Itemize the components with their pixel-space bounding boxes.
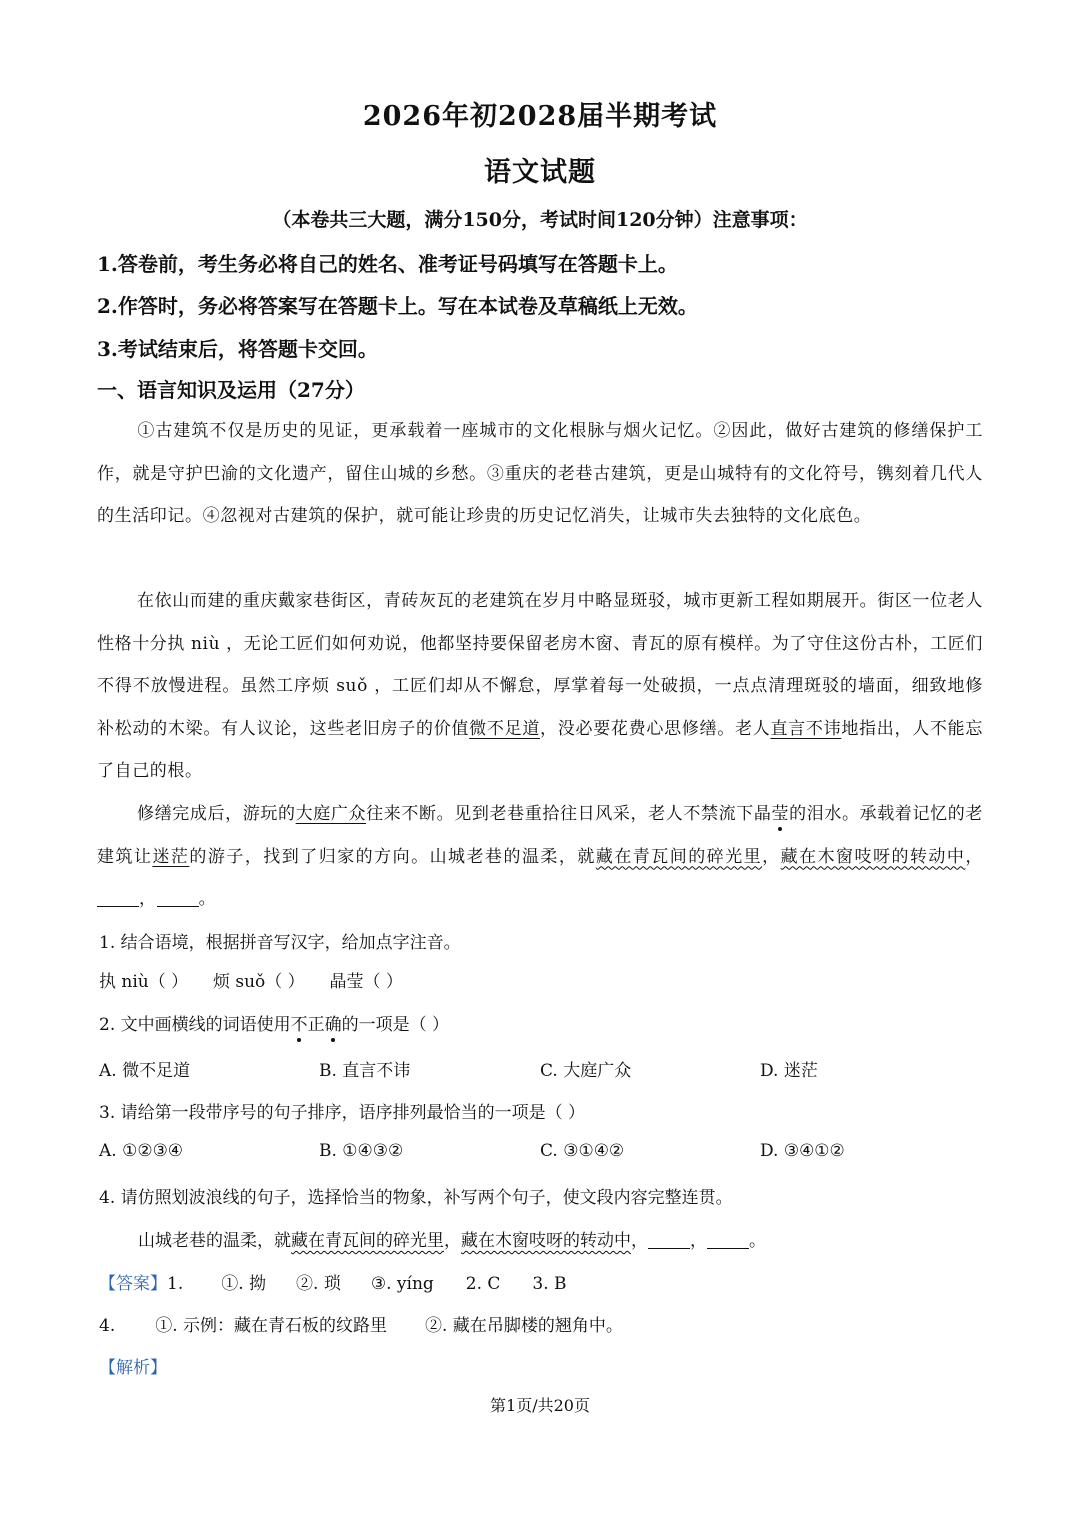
passage-text: 。	[198, 889, 217, 909]
underlined-word: 迷茫	[152, 846, 190, 867]
exam-title: 2026年初2028届半期考试	[362, 101, 718, 132]
section-title: 一、语言知识及运用（27分）	[97, 378, 365, 402]
passage-text: 修缮完成后，游玩的	[137, 804, 296, 824]
q2-option-a: A. 微不足道	[99, 1061, 191, 1081]
question-text: ，	[690, 1231, 707, 1251]
passage-text: 在依山而建的重庆戴家巷街区，青砖灰瓦的老建筑在岁月中略显斑驳，城市更新工程如期展开。街区一位老人性格十分执 niù ，无论工匠们如何劝说，他都坚持要保留老房木窗、青瓦的原有模样。为了守住这份古朴，工匠们不得不放慢进程。虽然工序烦 suǒ ，工匠们却从不懈怠，厚掌着每一处破损，一点点清理斑驳的墙面，细致地修补松动的木梁。有人议论，这些老旧房子的价值	[97, 591, 983, 739]
passage-text: 的游子，找到了归家的方向。山城老巷的温柔，就	[189, 846, 596, 867]
subject-title: 语文试题	[484, 157, 596, 188]
answer-item: 1.	[167, 1274, 184, 1294]
question-text: ，	[631, 1231, 648, 1251]
question-text: 山城老巷的温柔，就	[138, 1231, 291, 1251]
passage-text: ，	[965, 846, 983, 867]
answer-item: ②. 藏在吊脚楼的翘角中。	[425, 1316, 623, 1336]
question-text: 正	[307, 1015, 325, 1035]
passage-text: ，	[139, 889, 157, 909]
q1-item: 晶莹（ ）	[329, 972, 403, 992]
q3-option-c: C. ③①④②	[540, 1141, 625, 1161]
question-4-sentence	[138, 1226, 766, 1251]
question-2	[99, 1010, 449, 1035]
dotted-character: 莹	[771, 804, 790, 824]
answer-item: ③. yíng	[370, 1274, 434, 1294]
rule-2: 2.作答时，务必将答案写在答题卡上。写在本试卷及草稿纸上无效。	[97, 294, 698, 318]
answer-item: ①. 拗	[221, 1274, 267, 1294]
underlined-word: 大庭广众	[295, 804, 367, 824]
question-text: 2. 文中画横线的词语使用	[99, 1015, 291, 1035]
q2-option-b: B. 直言不讳	[319, 1061, 411, 1081]
wavy-underlined-sentence: 藏在青瓦间的碎光里	[291, 1231, 444, 1251]
question-1-items	[99, 967, 403, 992]
question-1: 1. 结合语境，根据拼音写汉字，给加点字注音。	[99, 933, 461, 953]
fill-blank	[97, 889, 139, 907]
question-text: 。	[749, 1231, 766, 1251]
answer-line-1	[99, 1269, 567, 1294]
notice-line: （本卷共三大题，满分150分，考试时间120分钟）注意事项：	[272, 209, 808, 231]
rule-3: 3.考试结束后，将答题卡交回。	[97, 337, 378, 361]
rule-1: 1.答卷前，考生务必将自己的姓名、准考证号码填写在答题卡上。	[97, 252, 678, 276]
answer-item: 3. B	[532, 1274, 567, 1294]
answer-item: ②. 琐	[296, 1274, 341, 1294]
fill-blank	[648, 1231, 690, 1249]
passage-paragraph-2	[97, 580, 983, 793]
q1-item: 执 niù（ ）	[99, 972, 189, 992]
passage-text: 的泪水。承载着记忆的老建筑让	[97, 804, 983, 867]
wavy-underlined-sentence: 藏在木窗吱呀的转动中	[461, 1231, 631, 1251]
answer-item: 4.	[99, 1316, 116, 1336]
analysis-tag: 【解析】	[99, 1358, 167, 1378]
underlined-word: 微不足道	[469, 718, 541, 739]
question-3: 3. 请给第一段带序号的句子排序，语序排列最恰当的一项是（ ）	[99, 1103, 586, 1123]
question-4: 4. 请仿照划波浪线的句子，选择恰当的物象，补写两个句子，使文段内容完整连贯。	[99, 1188, 733, 1208]
q3-option-b: B. ①④③②	[319, 1141, 404, 1161]
dotted-character: 确	[324, 1015, 342, 1035]
wavy-underlined-sentence: 藏在青瓦间的碎光里	[595, 846, 763, 867]
answer-line-2	[99, 1311, 623, 1336]
answer-item: 2. C	[465, 1274, 501, 1294]
page-number: 第1页/共20页	[490, 1396, 590, 1415]
q3-option-a: A. ①②③④	[99, 1141, 184, 1161]
q2-option-c: C. 大庭广众	[540, 1061, 632, 1081]
q3-option-d: D. ③④①②	[760, 1141, 845, 1161]
underlined-word: 直言不讳	[770, 718, 842, 739]
answer-tag: 【答案】	[99, 1274, 167, 1294]
fill-blank	[157, 889, 199, 907]
q1-item: 烦 suǒ（ ）	[212, 972, 305, 992]
q2-option-d: D. 迷茫	[760, 1061, 818, 1081]
passage-text: 地指出，人不能忘了自己的根。	[97, 718, 983, 781]
question-text: 的一项是（ ）	[341, 1015, 450, 1035]
passage-paragraph-1	[97, 410, 983, 538]
passage-text: ，	[762, 846, 781, 867]
dotted-character: 不	[290, 1015, 308, 1035]
wavy-underlined-sentence: 藏在木窗吱呀的转动中	[780, 846, 966, 867]
passage-text: 往来不断。见到老巷重拾往日风采，老人不禁流下晶	[366, 804, 772, 824]
passage-text: ①古建筑不仅是历史的见证，更承载着一座城市的文化根脉与烟火记忆。②因此，做好古建筑的修缮保护工作，就是守护巴渝的文化遗产，留住山城的乡愁。③重庆的老巷古建筑，更是山城特有的文化符号，镌刻着几代人的生活印记。④忽视对古建筑的保护，就可能让珍贵的历史记忆消失，让城市失去独特的文化底色。	[97, 421, 983, 526]
question-text: ，	[444, 1231, 461, 1251]
fill-blank	[707, 1231, 749, 1249]
passage-paragraph-3	[97, 793, 983, 921]
passage-text: ，没必要花费心思修缮。老人	[540, 718, 771, 739]
answer-item: ①. 示例：藏在青石板的纹路里	[155, 1316, 388, 1336]
